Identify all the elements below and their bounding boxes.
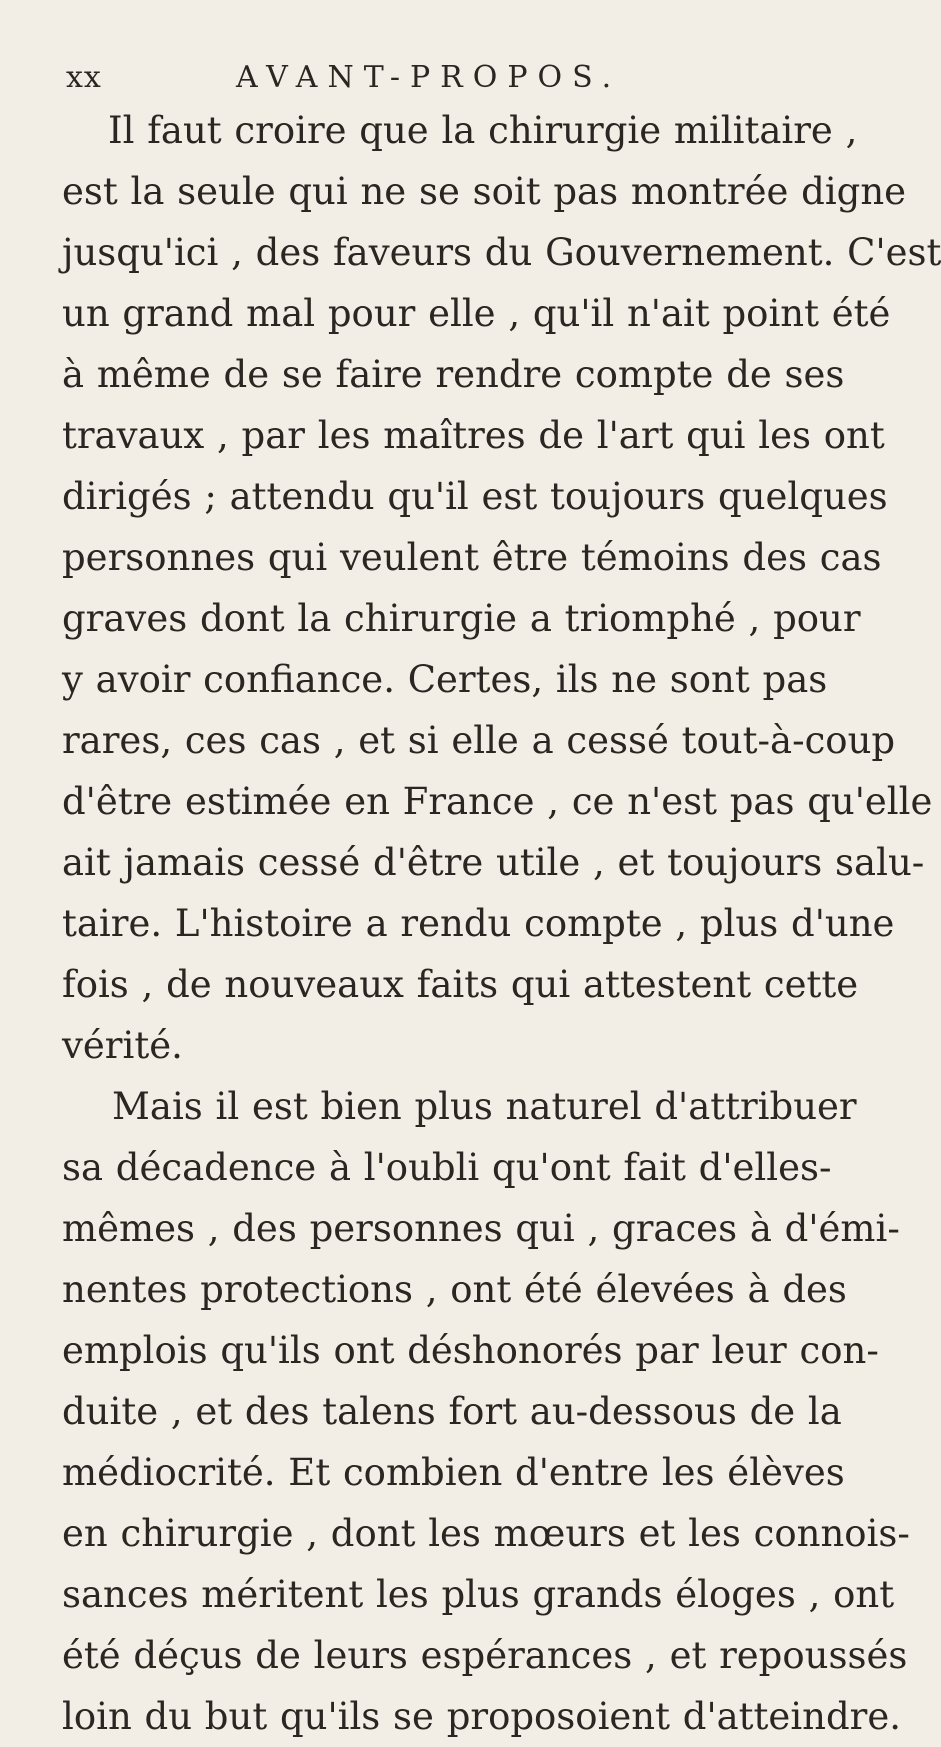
text-line: y avoir confiance. Certes, ils ne sont pas — [62, 658, 828, 701]
text-line: jusqu'ici , des faveurs du Gouvernement. C'est — [62, 231, 941, 274]
body-text — [62, 100, 941, 1747]
text-line: médiocrité. Et combien d'entre les élèves — [62, 1451, 845, 1494]
text-line: été déçus de leurs espérances , et repoussés — [62, 1634, 908, 1677]
text-line: est la seule qui ne se soit pas montrée digne — [62, 170, 907, 213]
text-line: rares, ces cas , et si elle a cessé tout-à-coup — [62, 719, 896, 762]
text-line: sa décadence à l'oubli qu'ont fait d'elles- — [62, 1146, 832, 1189]
text-line: taire. L'histoire a rendu compte , plus d'une — [62, 902, 895, 945]
paragraph-1 — [62, 100, 941, 1076]
text-line: fois , de nouveaux faits qui attestent cette — [62, 963, 859, 1006]
running-head — [62, 58, 770, 98]
text-line: Il faut croire que la chirurgie militaire , — [108, 109, 858, 152]
text-line: personnes qui veulent être témoins des cas — [62, 536, 882, 579]
text-line: duite , et des talens fort au-dessous de la — [62, 1390, 842, 1433]
text-line: Mais il est bien plus naturel d'attribuer — [112, 1085, 857, 1128]
text-line: ait jamais cessé d'être utile , et toujours salu- — [62, 841, 925, 884]
text-line: nentes protections , ont été élevées à des — [62, 1268, 847, 1311]
text-line: travaux , par les maîtres de l'art qui les ont — [62, 414, 885, 457]
page-number: xx — [66, 60, 102, 95]
text-line: à même de se faire rendre compte de ses — [62, 353, 845, 396]
paragraph-2 — [62, 1076, 910, 1747]
text-line: en chirurgie , dont les mœurs et les connois- — [62, 1512, 910, 1555]
text-line: loin du but qu'ils se proposoient d'atteindre. — [62, 1695, 902, 1738]
text-line: un grand mal pour elle , qu'il n'ait point été — [62, 292, 891, 335]
text-line: graves dont la chirurgie a triomphé , pour — [62, 597, 861, 640]
running-title: AVANT-PROPOS. — [236, 60, 622, 95]
text-line: emplois qu'ils ont déshonorés par leur con- — [62, 1329, 879, 1372]
text-line: mêmes , des personnes qui , graces à d'émi- — [62, 1207, 900, 1250]
text-line: sances méritent les plus grands éloges , ont — [62, 1573, 895, 1616]
text-line: d'être estimée en France , ce n'est pas qu'elle — [62, 780, 933, 823]
text-line: dirigés ; attendu qu'il est toujours quelques — [62, 475, 888, 518]
text-line: vérité. — [62, 1024, 183, 1067]
